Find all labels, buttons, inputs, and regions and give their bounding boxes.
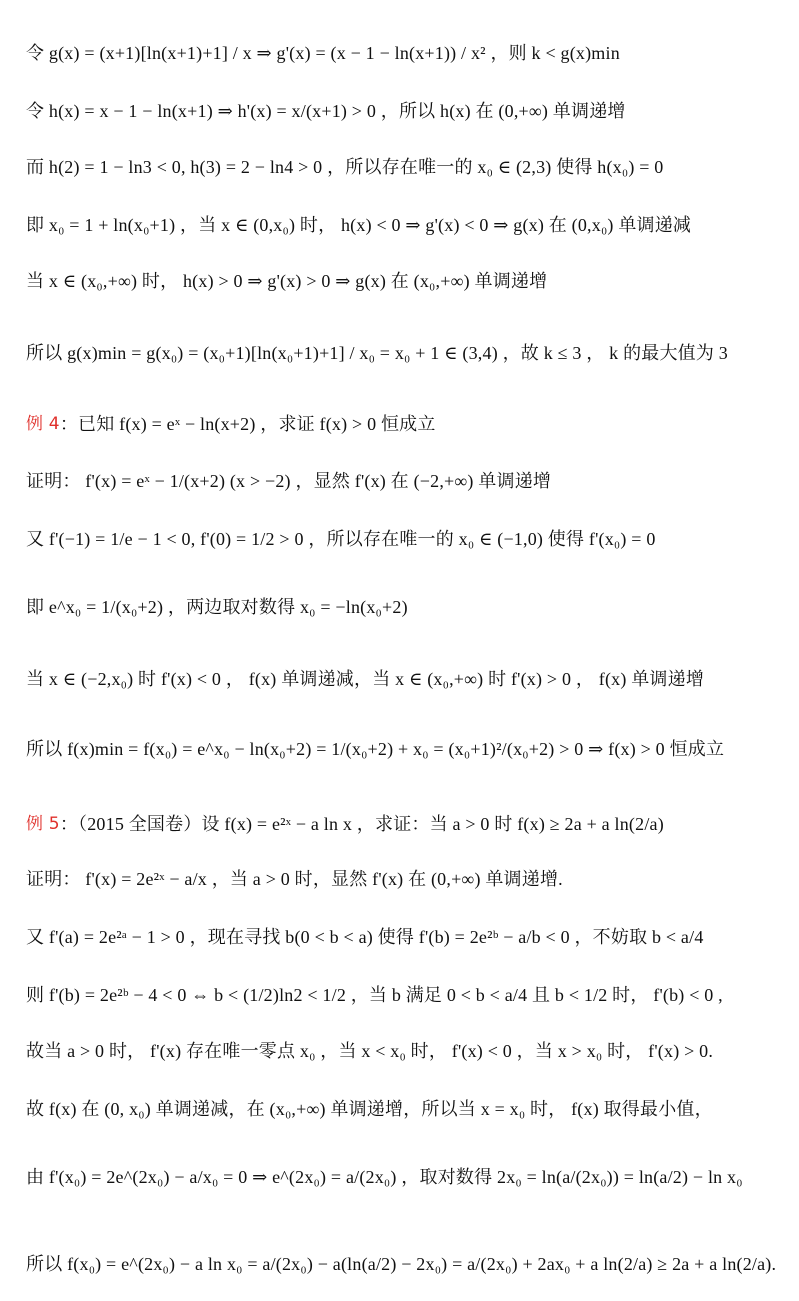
text-line bbox=[26, 1255, 789, 1273]
line-text: 当 x ∈ (x₀,+∞) 时， h(x) > 0 ⇒ g'(x) > 0 ⇒ g(x) 在 (x₀,+∞) 单调递增 bbox=[26, 271, 548, 291]
line-text: 又 f'(a) = 2e²ᵃ − 1 > 0 ，现在寻找 b(0 < b < a) 使得 f'(b) = 2e²ᵇ − a/b < 0 ，不妨取 b < a/4 bbox=[26, 927, 704, 947]
text-line bbox=[26, 272, 789, 290]
line-text: 所以 f(x)min = f(x₀) = e^x₀ − ln(x₀+2) = 1/(x₀+2) + x₀ = (x₀+1)²/(x₀+2) > 0 ⇒ f(x) > 0 恒成立 bbox=[26, 739, 725, 759]
line-text: 所以 g(x)min = g(x₀) = (x₀+1)[ln(x₀+1)+1] / x₀ = x₀ + 1 ∈ (3,4) ，故 k ≤ 3 ， k 的最大值为 3 bbox=[26, 343, 728, 363]
line-text: 令 h(x) = x − 1 − ln(x+1) ⇒ h'(x) = x/(x+1) > 0 ，所以 h(x) 在 (0,+∞) 单调递增 bbox=[26, 101, 626, 121]
line-text: 则 f'(b) = 2e²ᵇ − 4 < 0 ⇔ b < (1/2)ln2 < 1/2 ，当 b 满足 0 < b < a/4 且 b < 1/2 时， f'(b) < 0 , bbox=[26, 985, 723, 1005]
line-text: 由 f'(x₀) = 2e^(2x₀) − a/x₀ = 0 ⇒ e^(2x₀) = a/(2x₀) ，取对数得 2x₀ = ln(a/(2x₀)) = ln(a/2) − ln x₀ bbox=[26, 1167, 743, 1187]
text-line bbox=[26, 928, 789, 946]
text-line bbox=[26, 598, 789, 616]
text-line bbox=[26, 216, 789, 234]
text-line bbox=[26, 158, 789, 176]
text-line bbox=[26, 102, 789, 120]
line-text: 故 f(x) 在 (0, x₀) 单调递减，在 (x₀,+∞) 单调递增，所以当 x = x₀ 时， f(x) 取得最小值， bbox=[26, 1099, 713, 1119]
text-line bbox=[26, 472, 789, 490]
line-text: 即 e^x₀ = 1/(x₀+2) ，两边取对数得 x₀ = −ln(x₀+2) bbox=[26, 597, 408, 617]
line-text: 而 h(2) = 1 − ln3 < 0, h(3) = 2 − ln4 > 0 ，所以存在唯一的 x₀ ∈ (2,3) 使得 h(x₀) = 0 bbox=[26, 157, 664, 177]
text-line bbox=[26, 986, 789, 1004]
text-line bbox=[26, 670, 789, 688]
example-label: 例 4 bbox=[26, 413, 60, 434]
text-line bbox=[26, 870, 789, 888]
text-line bbox=[26, 1042, 789, 1060]
line-text: 所以 f(x₀) = e^(2x₀) − a ln x₀ = a/(2x₀) − a(ln(a/2) − 2x₀) = a/(2x₀) + 2ax₀ + a ln(2/a) ≥ 2a + a ln(2/a). bbox=[26, 1254, 777, 1274]
text-line bbox=[26, 530, 789, 548]
line-text: 令 g(x) = (x+1)[ln(x+1)+1] / x ⇒ g'(x) = (x − 1 − ln(x+1)) / x² ，则 k < g(x)min bbox=[26, 43, 620, 63]
text-line bbox=[26, 44, 789, 62]
line-text: ：（2015 全国卷）设 f(x) = e²ˣ − a ln x ，求证：当 a > 0 时 f(x) ≥ 2a + a ln(2/a) bbox=[59, 814, 664, 834]
text-line bbox=[26, 1168, 789, 1186]
line-text: ：已知 f(x) = eˣ − ln(x+2) ，求证 f(x) > 0 恒成立 bbox=[59, 414, 436, 434]
line-text: 又 f'(−1) = 1/e − 1 < 0, f'(0) = 1/2 > 0 ，所以存在唯一的 x₀ ∈ (−1,0) 使得 f'(x₀) = 0 bbox=[26, 529, 656, 549]
example-label: 例 5 bbox=[26, 813, 60, 834]
line-text: 证明： f'(x) = 2e²ˣ − a/x ，当 a > 0 时，显然 f'(x) 在 (0,+∞) 单调递增. bbox=[26, 869, 563, 889]
text-line bbox=[26, 415, 789, 433]
line-text: 当 x ∈ (−2,x₀) 时 f'(x) < 0 ， f(x) 单调递减，当 x ∈ (x₀,+∞) 时 f'(x) > 0 ， f(x) 单调递增 bbox=[26, 669, 705, 689]
line-text: 即 x₀ = 1 + ln(x₀+1) ，当 x ∈ (0,x₀) 时， h(x) < 0 ⇒ g'(x) < 0 ⇒ g(x) 在 (0,x₀) 单调递减 bbox=[26, 215, 692, 235]
text-line bbox=[26, 815, 789, 833]
line-text: 证明： f'(x) = eˣ − 1/(x+2) (x > −2) ，显然 f'(x) 在 (−2,+∞) 单调递增 bbox=[26, 471, 552, 491]
line-text: 故当 a > 0 时， f'(x) 存在唯一零点 x₀ ，当 x < x₀ 时， f'(x) < 0 ，当 x > x₀ 时， f'(x) > 0. bbox=[26, 1041, 714, 1061]
text-line bbox=[26, 344, 789, 362]
text-line bbox=[26, 1100, 789, 1118]
text-line bbox=[26, 740, 789, 758]
